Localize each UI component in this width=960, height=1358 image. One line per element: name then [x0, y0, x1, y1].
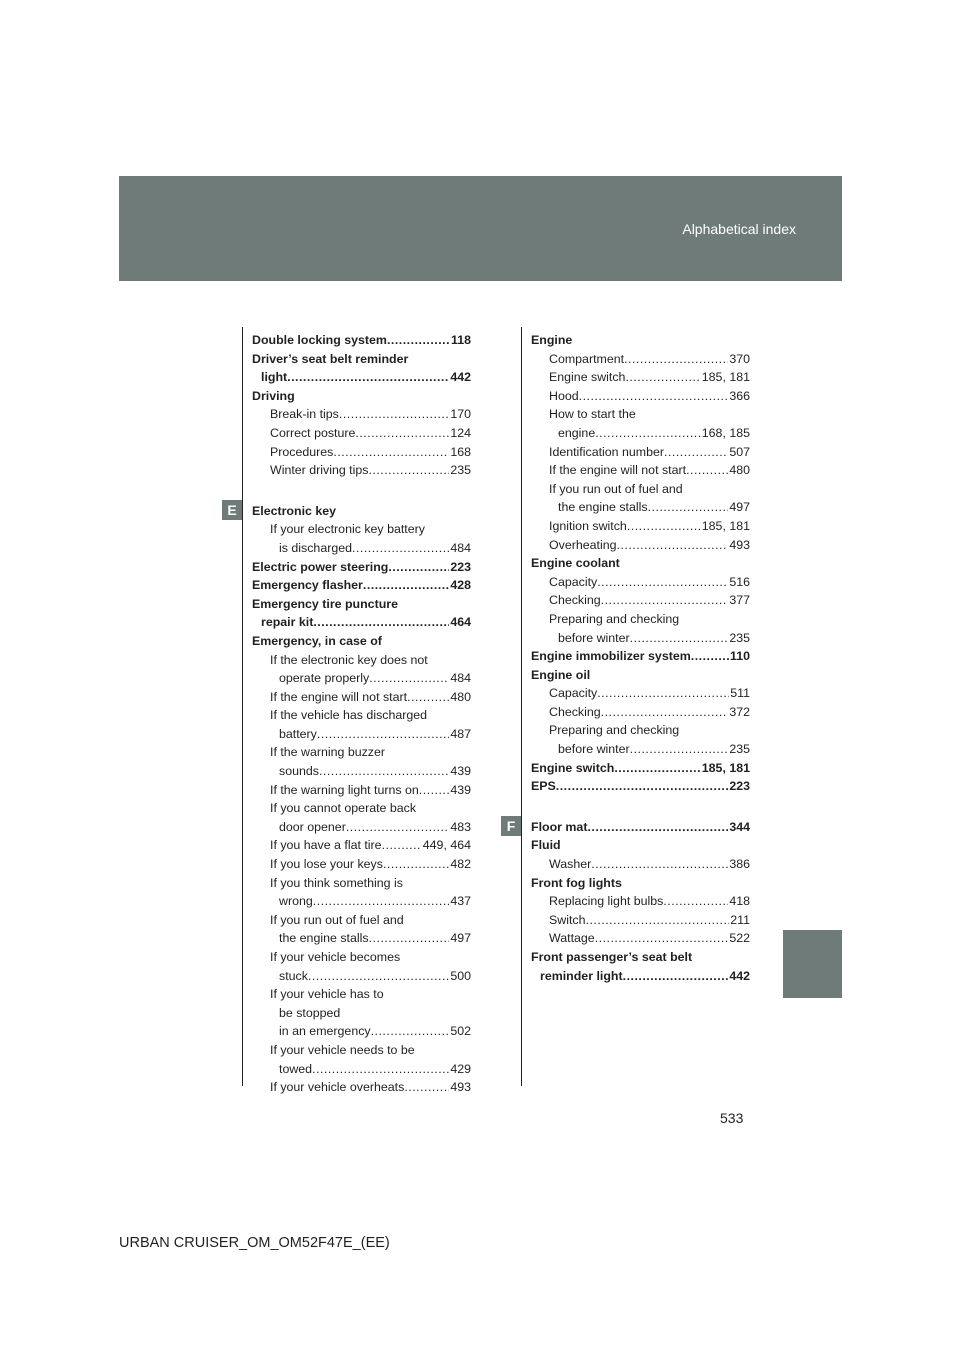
index-page-ref[interactable]: 511: [730, 686, 750, 701]
index-entry: [531, 331, 750, 350]
dot-leader: [617, 536, 729, 555]
index-entry: [531, 498, 750, 517]
section-title: Alphabetical index: [682, 221, 796, 237]
index-term: If the engine will not start: [549, 463, 687, 478]
dot-leader: [404, 1078, 449, 1097]
index-column-right: [531, 331, 750, 985]
index-entry: [252, 350, 471, 369]
index-term: towed: [279, 1061, 313, 1076]
index-column-left: [252, 331, 471, 1097]
dot-leader: [625, 368, 700, 387]
index-page-ref[interactable]: 449, 464: [422, 838, 471, 853]
index-entry: [252, 706, 471, 725]
index-page-ref[interactable]: 185, 181: [701, 760, 750, 775]
dot-leader: [369, 929, 450, 948]
page-number: 533: [720, 1110, 744, 1126]
index-term: If the electronic key does not: [270, 652, 428, 667]
index-page-ref[interactable]: 428: [450, 578, 471, 593]
index-term: wrong: [279, 894, 313, 909]
index-term: If your vehicle needs to be: [270, 1042, 415, 1057]
index-term: engine: [558, 425, 596, 440]
dot-leader: [333, 443, 449, 462]
index-page-ref[interactable]: 344: [729, 819, 750, 834]
index-entry: [252, 967, 471, 986]
dot-leader: [586, 911, 730, 930]
index-page-ref[interactable]: 439: [450, 782, 471, 797]
index-term: the engine stalls: [558, 500, 648, 515]
index-page-ref[interactable]: 223: [450, 559, 471, 574]
index-term: Correct posture: [270, 425, 356, 440]
index-term: Identification number: [549, 444, 665, 459]
index-page-ref[interactable]: 386: [729, 857, 750, 872]
dot-leader: [595, 929, 729, 948]
index-term: Winter driving tips: [270, 463, 369, 478]
dot-leader: [630, 629, 729, 648]
index-entry: [531, 721, 750, 740]
index-term: Washer: [549, 857, 592, 872]
index-term: If your vehicle has to: [270, 987, 384, 1002]
letter-tab-e[interactable]: E: [222, 500, 242, 520]
index-entry: [252, 651, 471, 670]
index-term: Checking: [549, 593, 601, 608]
dot-leader: [339, 405, 449, 424]
dot-leader: [319, 762, 449, 781]
index-term: Hood: [549, 388, 579, 403]
index-entry: [252, 520, 471, 539]
index-term: If your vehicle overheats: [270, 1080, 405, 1095]
index-entry: [252, 799, 471, 818]
index-entry: [531, 967, 750, 986]
index-entry: [531, 836, 750, 855]
index-entry: [531, 368, 750, 387]
index-term: If you have a flat tire: [270, 838, 382, 853]
dot-leader: [407, 688, 449, 707]
index-page-ref[interactable]: 483: [450, 819, 471, 834]
index-page-ref[interactable]: 211: [730, 912, 750, 927]
index-page-ref[interactable]: 487: [450, 726, 471, 741]
index-page-ref[interactable]: 429: [450, 1061, 471, 1076]
index-entry: [252, 613, 471, 632]
dot-leader: [597, 684, 729, 703]
dot-leader: [312, 1060, 449, 1079]
dot-leader: [317, 725, 449, 744]
index-page-ref[interactable]: 223: [729, 779, 750, 794]
index-term: stuck: [279, 968, 308, 983]
index-page-ref[interactable]: 168: [450, 444, 471, 459]
index-page-ref[interactable]: 493: [729, 537, 750, 552]
index-entry: [531, 759, 750, 778]
index-term: the engine stalls: [279, 931, 369, 946]
index-term: Driver’s seat belt reminder: [252, 351, 409, 366]
index-page-ref[interactable]: 235: [450, 463, 471, 478]
index-entry: [252, 424, 471, 443]
index-term: Ignition switch: [549, 518, 627, 533]
index-entry: [531, 647, 750, 666]
index-term: light: [261, 370, 288, 385]
index-page-ref[interactable]: 418: [729, 894, 750, 909]
index-entry: [531, 703, 750, 722]
index-term: Checking: [549, 704, 601, 719]
index-page-ref[interactable]: 497: [729, 500, 750, 515]
index-term: How to start the: [549, 407, 636, 422]
index-term: door opener: [279, 819, 346, 834]
index-entry: [531, 629, 750, 648]
index-entry: [531, 443, 750, 462]
index-term: before winter: [558, 630, 630, 645]
dot-leader: [388, 558, 449, 577]
index-page-ref[interactable]: 502: [450, 1024, 471, 1039]
index-entry: [252, 1078, 471, 1097]
index-page-ref[interactable]: 185, 181: [701, 518, 750, 533]
index-term: is discharged: [279, 540, 353, 555]
dot-leader: [587, 818, 728, 837]
index-entry: [252, 688, 471, 707]
index-entry: [252, 1022, 471, 1041]
index-term: Front fog lights: [531, 875, 622, 890]
index-page-ref[interactable]: 516: [729, 574, 750, 589]
index-term: Switch: [549, 912, 586, 927]
index-page-ref[interactable]: 464: [450, 615, 471, 630]
dot-leader: [627, 517, 701, 536]
index-page-ref[interactable]: 442: [450, 370, 471, 385]
index-page-ref[interactable]: 439: [450, 764, 471, 779]
index-entry: [531, 424, 750, 443]
index-term: Fluid: [531, 838, 561, 853]
index-page-ref[interactable]: 124: [450, 425, 471, 440]
index-term: If you run out of fuel and: [549, 481, 683, 496]
footer-manual-code: URBAN CRUISER_OM_OM52F47E_(EE): [119, 1235, 390, 1251]
index-page-ref[interactable]: 493: [450, 1080, 471, 1095]
index-page-ref[interactable]: 484: [450, 671, 471, 686]
index-page-ref[interactable]: 480: [450, 689, 471, 704]
index-entry: [252, 725, 471, 744]
index-term: before winter: [558, 742, 630, 757]
index-page-ref[interactable]: 185, 181: [701, 370, 750, 385]
index-entry: [252, 836, 471, 855]
index-entry: [531, 818, 750, 837]
index-term: Preparing and checking: [549, 723, 680, 738]
index-gap: [531, 796, 750, 818]
index-entry: [252, 443, 471, 462]
section-side-tab: [783, 930, 842, 998]
index-entry: [531, 591, 750, 610]
index-term: Replacing light bulbs: [549, 894, 664, 909]
index-term: If you cannot operate back: [270, 801, 417, 816]
index-page-ref[interactable]: 497: [450, 931, 471, 946]
index-entry: [252, 632, 471, 651]
dot-leader: [383, 855, 449, 874]
index-term: be stopped: [279, 1005, 341, 1020]
index-entry: [252, 669, 471, 688]
index-entry: [252, 595, 471, 614]
index-entry: [252, 743, 471, 762]
index-entry: [531, 740, 750, 759]
index-term: Preparing and checking: [549, 611, 680, 626]
column-rule-left: [242, 327, 243, 1086]
dot-leader: [614, 759, 700, 778]
index-term: Break-in tips: [270, 407, 339, 422]
index-term: Engine immobilizer system: [531, 649, 691, 664]
dot-leader: [595, 424, 701, 443]
index-page-ref[interactable]: 372: [729, 704, 750, 719]
dot-leader: [597, 573, 728, 592]
dot-leader: [363, 576, 449, 595]
index-page-ref[interactable]: 168, 185: [701, 425, 750, 440]
index-term: If the vehicle has discharged: [270, 708, 428, 723]
index-entry: [531, 461, 750, 480]
dot-leader: [308, 967, 449, 986]
dot-leader: [579, 387, 729, 406]
dot-leader: [313, 892, 450, 911]
index-term: Compartment: [549, 351, 625, 366]
index-term: Engine coolant: [531, 556, 620, 571]
dot-leader: [368, 461, 449, 480]
dot-leader: [387, 331, 450, 350]
dot-leader: [664, 443, 728, 462]
index-entry: [252, 892, 471, 911]
index-page-ref[interactable]: 370: [729, 351, 750, 366]
index-entry: [252, 461, 471, 480]
index-page-ref[interactable]: 235: [729, 630, 750, 645]
index-entry: [252, 985, 471, 1004]
index-term: Emergency, in case of: [252, 633, 382, 648]
index-term: Engine switch: [531, 760, 615, 775]
index-term: Engine switch: [549, 370, 626, 385]
index-term: If you lose your keys: [270, 857, 383, 872]
index-term: operate properly: [279, 671, 370, 686]
index-page-ref[interactable]: 480: [729, 463, 750, 478]
index-entry: [252, 405, 471, 424]
index-entry: [531, 480, 750, 499]
index-entry: [531, 536, 750, 555]
index-page-ref[interactable]: 442: [729, 968, 750, 983]
index-term: If you run out of fuel and: [270, 912, 404, 927]
index-entry: [531, 777, 750, 796]
index-gap: [252, 480, 471, 502]
index-term: Electric power steering: [252, 559, 389, 574]
index-entry: [531, 554, 750, 573]
index-term: Engine oil: [531, 667, 591, 682]
index-entry: [252, 502, 471, 521]
dot-leader: [352, 539, 449, 558]
dot-leader: [313, 613, 449, 632]
index-term: Capacity: [549, 686, 598, 701]
dot-leader: [630, 740, 729, 759]
index-term: Capacity: [549, 574, 598, 589]
letter-tab-f[interactable]: F: [501, 816, 521, 836]
index-entry: [252, 576, 471, 595]
index-entry: [252, 781, 471, 800]
index-entry: [252, 558, 471, 577]
index-term: Emergency flasher: [252, 578, 363, 593]
index-term: If the warning buzzer: [270, 745, 386, 760]
dot-leader: [623, 967, 729, 986]
index-term: If your vehicle becomes: [270, 950, 401, 964]
index-term: If your electronic key battery: [270, 522, 425, 537]
dot-leader: [648, 498, 729, 517]
index-page-ref[interactable]: 500: [450, 968, 471, 983]
dot-leader: [382, 836, 422, 855]
index-page-ref[interactable]: 507: [729, 444, 750, 459]
index-term: If the warning light turns on: [270, 782, 419, 797]
index-term: Engine: [531, 333, 573, 347]
dot-leader: [346, 818, 449, 837]
dot-leader: [591, 855, 728, 874]
index-entry: [531, 929, 750, 948]
index-entry: [252, 874, 471, 893]
index-term: Double locking system: [252, 333, 387, 347]
index-term: Electronic key: [252, 503, 337, 518]
index-entry: [531, 874, 750, 893]
index-entry: [252, 929, 471, 948]
index-entry: [252, 331, 471, 350]
index-entry: [252, 539, 471, 558]
dot-leader: [556, 777, 729, 796]
index-entry: [531, 855, 750, 874]
dot-leader: [601, 591, 729, 610]
index-term: repair kit: [261, 615, 314, 630]
index-page-ref[interactable]: 484: [450, 540, 471, 555]
index-entry: [531, 405, 750, 424]
index-page-ref[interactable]: 110: [730, 649, 750, 664]
index-entry: [252, 1004, 471, 1023]
index-term: battery: [279, 726, 317, 741]
index-entry: [531, 684, 750, 703]
index-term: If you think something is: [270, 875, 403, 890]
dot-leader: [355, 424, 449, 443]
index-entry: [531, 387, 750, 406]
index-term: in an emergency: [279, 1024, 371, 1039]
index-term: Front passenger’s seat belt: [531, 950, 693, 964]
dot-leader: [287, 368, 449, 387]
index-term: EPS: [531, 779, 556, 794]
column-rule-middle: [521, 327, 522, 1086]
index-entry: [252, 762, 471, 781]
index-page-ref[interactable]: 482: [450, 857, 471, 872]
dot-leader: [691, 647, 729, 666]
index-entry: [252, 948, 471, 967]
dot-leader: [686, 461, 728, 480]
dot-leader: [663, 892, 728, 911]
index-entry: [531, 666, 750, 685]
index-entry: [531, 911, 750, 930]
dot-leader: [601, 703, 729, 722]
index-entry: [531, 350, 750, 369]
index-page-ref[interactable]: 235: [729, 742, 750, 757]
index-entry: [531, 610, 750, 629]
dot-leader: [419, 781, 450, 800]
index-entry: [252, 368, 471, 387]
header-band: [119, 176, 842, 281]
index-entry: [252, 911, 471, 930]
index-entry: [252, 818, 471, 837]
index-entry: [252, 387, 471, 406]
index-entry: [252, 1041, 471, 1060]
index-page-ref[interactable]: 366: [729, 388, 750, 403]
index-page-ref[interactable]: 377: [729, 593, 750, 608]
index-entry: [252, 1060, 471, 1079]
index-term: Wattage: [549, 931, 595, 946]
index-entry: [531, 892, 750, 911]
index-page-ref[interactable]: 522: [729, 931, 750, 946]
index-term: Emergency tire puncture: [252, 596, 398, 611]
index-entry: [531, 517, 750, 536]
index-entry: [252, 855, 471, 874]
index-page-ref[interactable]: 118: [451, 333, 471, 347]
dot-leader: [371, 1022, 450, 1041]
index-term: Overheating: [549, 537, 617, 552]
dot-leader: [369, 669, 449, 688]
index-term: sounds: [279, 764, 319, 779]
index-term: Driving: [252, 388, 295, 403]
index-term: If the engine will not start: [270, 689, 408, 704]
index-term: Floor mat: [531, 819, 588, 834]
dot-leader: [624, 350, 728, 369]
index-term: Procedures: [270, 444, 334, 459]
index-entry: [531, 573, 750, 592]
index-entry: [531, 948, 750, 967]
index-page-ref[interactable]: 437: [450, 894, 471, 909]
index-page-ref[interactable]: 170: [450, 407, 471, 422]
index-term: reminder light: [540, 968, 623, 983]
